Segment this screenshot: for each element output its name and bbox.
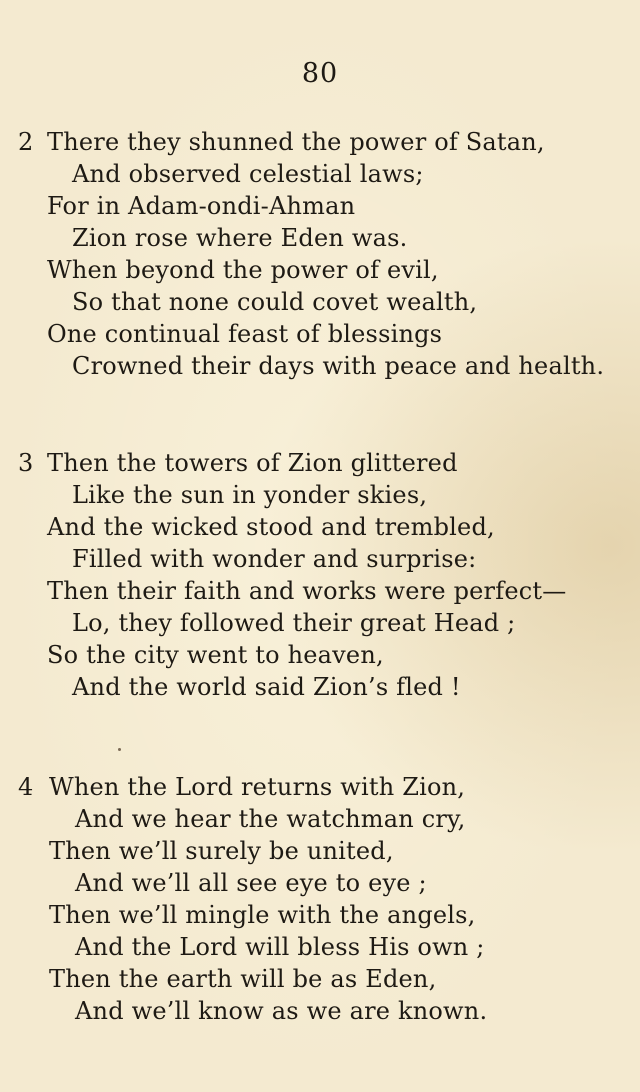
verse-line: And we’ll all see eye to eye ; (75, 869, 427, 897)
verse-line: For in Adam-ondi-Ahman (47, 192, 356, 220)
verse-line: Crowned their days with peace and health. (72, 352, 605, 380)
stanza-number: 3 (18, 449, 34, 477)
verse-line: And observed celestial laws; (72, 160, 424, 188)
verse-line: Then the earth will be as Eden, (49, 965, 437, 993)
verse-line: Like the sun in yonder skies, (72, 481, 428, 509)
verse-line: Then the towers of Zion glittered (47, 449, 458, 477)
verse-line: And we hear the watchman cry, (75, 805, 466, 833)
verse-line: And the wicked stood and trembled, (47, 513, 495, 541)
verse-line: Then we’ll mingle with the angels, (49, 901, 476, 929)
verse-line: Lo, they followed their great Head ; (72, 609, 516, 637)
stanza-number: 4 (18, 773, 34, 801)
page-number: 80 (301, 58, 339, 89)
verse-line: Filled with wonder and surprise: (72, 545, 477, 573)
verse-line: When the Lord returns with Zion, (49, 773, 466, 801)
verse-line: And the world said Zion’s fled ! (72, 673, 461, 701)
stanza-number: 2 (18, 128, 34, 156)
verse-line: When beyond the power of evil, (47, 256, 439, 284)
verse-line: And we’ll know as we are known. (75, 997, 488, 1025)
ink-speck (118, 748, 121, 751)
verse-line: So the city went to heaven, (47, 641, 384, 669)
verse-line: There they shunned the power of Satan, (47, 128, 545, 156)
verse-line: So that none could covet wealth, (72, 288, 478, 316)
verse-line: And the Lord will bless His own ; (75, 933, 485, 961)
verse-line: Then their faith and works were perfect— (47, 577, 567, 605)
verse-line: One continual feast of blessings (47, 320, 443, 348)
verse-line: Then we’ll surely be united, (49, 837, 394, 865)
verse-line: Zion rose where Eden was. (72, 224, 408, 252)
